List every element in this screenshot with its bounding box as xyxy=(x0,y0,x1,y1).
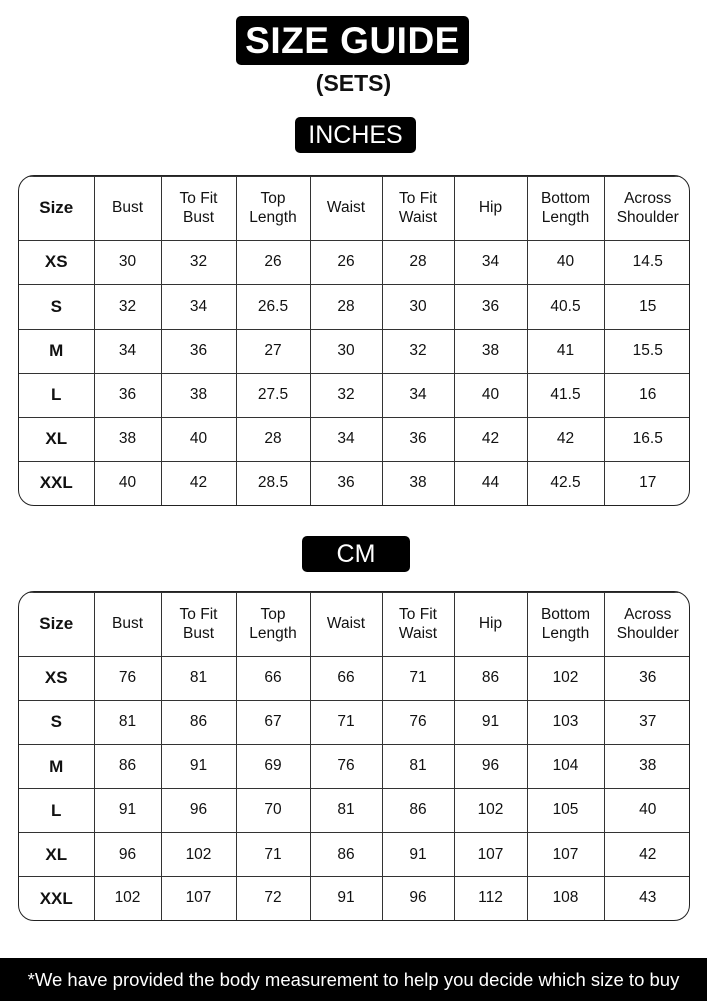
column-header: Size xyxy=(19,177,94,241)
measurement-cell: 71 xyxy=(310,701,382,745)
measurement-cell: 15.5 xyxy=(604,329,690,373)
measurement-cell: 34 xyxy=(454,241,527,285)
inches-size-table xyxy=(19,176,690,505)
measurement-cell: 86 xyxy=(454,657,527,701)
measurement-cell: 71 xyxy=(236,833,310,877)
measurement-cell: 26 xyxy=(236,241,310,285)
column-header: To Fit Bust xyxy=(161,593,236,657)
inches-size-table-container xyxy=(18,175,690,506)
measurement-cell: 15 xyxy=(604,285,690,329)
cm-size-table xyxy=(19,592,690,920)
measurement-cell: 105 xyxy=(527,789,604,833)
measurement-cell: 16 xyxy=(604,373,690,417)
measurement-cell: 96 xyxy=(161,789,236,833)
measurement-cell: 38 xyxy=(382,462,454,505)
measurement-cell: 37 xyxy=(604,701,690,745)
measurement-cell: 38 xyxy=(94,418,161,462)
measurement-cell: 30 xyxy=(382,285,454,329)
size-label-cell: XXL xyxy=(19,462,94,505)
measurement-cell: 26.5 xyxy=(236,285,310,329)
measurement-cell: 42 xyxy=(161,462,236,505)
measurement-cell: 104 xyxy=(527,745,604,789)
measurement-cell: 66 xyxy=(236,657,310,701)
cm-size-table-container xyxy=(18,591,690,921)
measurement-cell: 26 xyxy=(310,241,382,285)
measurement-cell: 102 xyxy=(94,877,161,920)
measurement-cell: 76 xyxy=(310,745,382,789)
measurement-cell: 42 xyxy=(527,418,604,462)
column-header: To Fit Waist xyxy=(382,177,454,241)
measurement-cell: 96 xyxy=(382,877,454,920)
measurement-cell: 32 xyxy=(161,241,236,285)
measurement-cell: 66 xyxy=(310,657,382,701)
column-header: Bust xyxy=(94,593,161,657)
column-header: Across Shoulder xyxy=(604,177,690,241)
measurement-cell: 40 xyxy=(94,462,161,505)
column-header: To Fit Bust xyxy=(161,177,236,241)
measurement-cell: 69 xyxy=(236,745,310,789)
table-row xyxy=(19,462,690,505)
column-header: Size xyxy=(19,593,94,657)
measurement-cell: 30 xyxy=(94,241,161,285)
measurement-cell: 81 xyxy=(161,657,236,701)
size-label-cell: M xyxy=(19,329,94,373)
column-header: Bottom Length xyxy=(527,177,604,241)
measurement-cell: 76 xyxy=(94,657,161,701)
measurement-cell: 81 xyxy=(94,701,161,745)
column-header: Top Length xyxy=(236,593,310,657)
table-row xyxy=(19,789,690,833)
table-header-row xyxy=(19,177,690,241)
measurement-cell: 36 xyxy=(382,418,454,462)
measurement-cell: 30 xyxy=(310,329,382,373)
measurement-cell: 34 xyxy=(94,329,161,373)
table-row xyxy=(19,329,690,373)
size-label-cell: M xyxy=(19,745,94,789)
measurement-cell: 91 xyxy=(454,701,527,745)
size-label-cell: S xyxy=(19,285,94,329)
measurement-cell: 42 xyxy=(454,418,527,462)
column-header: Across Shoulder xyxy=(604,593,690,657)
measurement-cell: 86 xyxy=(382,789,454,833)
column-header: Bottom Length xyxy=(527,593,604,657)
column-header: Waist xyxy=(310,177,382,241)
measurement-cell: 102 xyxy=(161,833,236,877)
measurement-cell: 16.5 xyxy=(604,418,690,462)
measurement-cell: 28.5 xyxy=(236,462,310,505)
size-label-cell: XS xyxy=(19,241,94,285)
measurement-cell: 38 xyxy=(161,373,236,417)
measurement-cell: 40 xyxy=(604,789,690,833)
page-title: SIZE GUIDE xyxy=(236,16,469,65)
measurement-cell: 38 xyxy=(604,745,690,789)
measurement-cell: 91 xyxy=(310,877,382,920)
measurement-cell: 71 xyxy=(382,657,454,701)
measurement-cell: 32 xyxy=(94,285,161,329)
measurement-cell: 40 xyxy=(161,418,236,462)
measurement-cell: 42.5 xyxy=(527,462,604,505)
size-label-cell: XXL xyxy=(19,877,94,920)
measurement-cell: 32 xyxy=(310,373,382,417)
column-header: Hip xyxy=(454,177,527,241)
measurement-cell: 41.5 xyxy=(527,373,604,417)
measurement-cell: 40 xyxy=(527,241,604,285)
measurement-cell: 40 xyxy=(454,373,527,417)
table-row xyxy=(19,657,690,701)
table-row xyxy=(19,877,690,920)
measurement-cell: 91 xyxy=(94,789,161,833)
size-label-cell: S xyxy=(19,701,94,745)
measurement-cell: 14.5 xyxy=(604,241,690,285)
measurement-cell: 27.5 xyxy=(236,373,310,417)
measurement-cell: 72 xyxy=(236,877,310,920)
measurement-cell: 28 xyxy=(310,285,382,329)
measurement-cell: 36 xyxy=(454,285,527,329)
measurement-cell: 28 xyxy=(236,418,310,462)
size-label-cell: XL xyxy=(19,833,94,877)
measurement-cell: 36 xyxy=(310,462,382,505)
table-row xyxy=(19,833,690,877)
table-row xyxy=(19,373,690,417)
measurement-cell: 103 xyxy=(527,701,604,745)
size-label-cell: L xyxy=(19,373,94,417)
table-row xyxy=(19,701,690,745)
measurement-cell: 107 xyxy=(454,833,527,877)
measurement-cell: 36 xyxy=(604,657,690,701)
measurement-cell: 34 xyxy=(310,418,382,462)
measurement-cell: 86 xyxy=(161,701,236,745)
measurement-cell: 38 xyxy=(454,329,527,373)
measurement-cell: 42 xyxy=(604,833,690,877)
column-header: To Fit Waist xyxy=(382,593,454,657)
measurement-cell: 96 xyxy=(454,745,527,789)
measurement-cell: 36 xyxy=(94,373,161,417)
measurement-cell: 28 xyxy=(382,241,454,285)
measurement-cell: 34 xyxy=(161,285,236,329)
measurement-cell: 86 xyxy=(94,745,161,789)
measurement-cell: 41 xyxy=(527,329,604,373)
column-header: Waist xyxy=(310,593,382,657)
measurement-cell: 107 xyxy=(527,833,604,877)
measurement-cell: 44 xyxy=(454,462,527,505)
footer-note: *We have provided the body measurement to help you decide which size to buy xyxy=(0,958,707,1001)
measurement-cell: 81 xyxy=(310,789,382,833)
measurement-cell: 76 xyxy=(382,701,454,745)
measurement-cell: 96 xyxy=(94,833,161,877)
measurement-cell: 91 xyxy=(382,833,454,877)
measurement-cell: 27 xyxy=(236,329,310,373)
measurement-cell: 107 xyxy=(161,877,236,920)
inches-section-label: INCHES xyxy=(295,117,416,153)
column-header: Bust xyxy=(94,177,161,241)
table-header-row xyxy=(19,593,690,657)
column-header: Top Length xyxy=(236,177,310,241)
table-row xyxy=(19,285,690,329)
measurement-cell: 81 xyxy=(382,745,454,789)
table-row xyxy=(19,418,690,462)
measurement-cell: 102 xyxy=(527,657,604,701)
measurement-cell: 34 xyxy=(382,373,454,417)
size-label-cell: XS xyxy=(19,657,94,701)
page-subtitle: (SETS) xyxy=(315,70,392,96)
size-label-cell: L xyxy=(19,789,94,833)
cm-section-label: CM xyxy=(302,536,410,572)
measurement-cell: 43 xyxy=(604,877,690,920)
measurement-cell: 32 xyxy=(382,329,454,373)
column-header: Hip xyxy=(454,593,527,657)
measurement-cell: 102 xyxy=(454,789,527,833)
size-label-cell: XL xyxy=(19,418,94,462)
measurement-cell: 40.5 xyxy=(527,285,604,329)
measurement-cell: 108 xyxy=(527,877,604,920)
measurement-cell: 86 xyxy=(310,833,382,877)
measurement-cell: 36 xyxy=(161,329,236,373)
measurement-cell: 70 xyxy=(236,789,310,833)
measurement-cell: 17 xyxy=(604,462,690,505)
measurement-cell: 112 xyxy=(454,877,527,920)
measurement-cell: 91 xyxy=(161,745,236,789)
table-row xyxy=(19,241,690,285)
measurement-cell: 67 xyxy=(236,701,310,745)
table-row xyxy=(19,745,690,789)
